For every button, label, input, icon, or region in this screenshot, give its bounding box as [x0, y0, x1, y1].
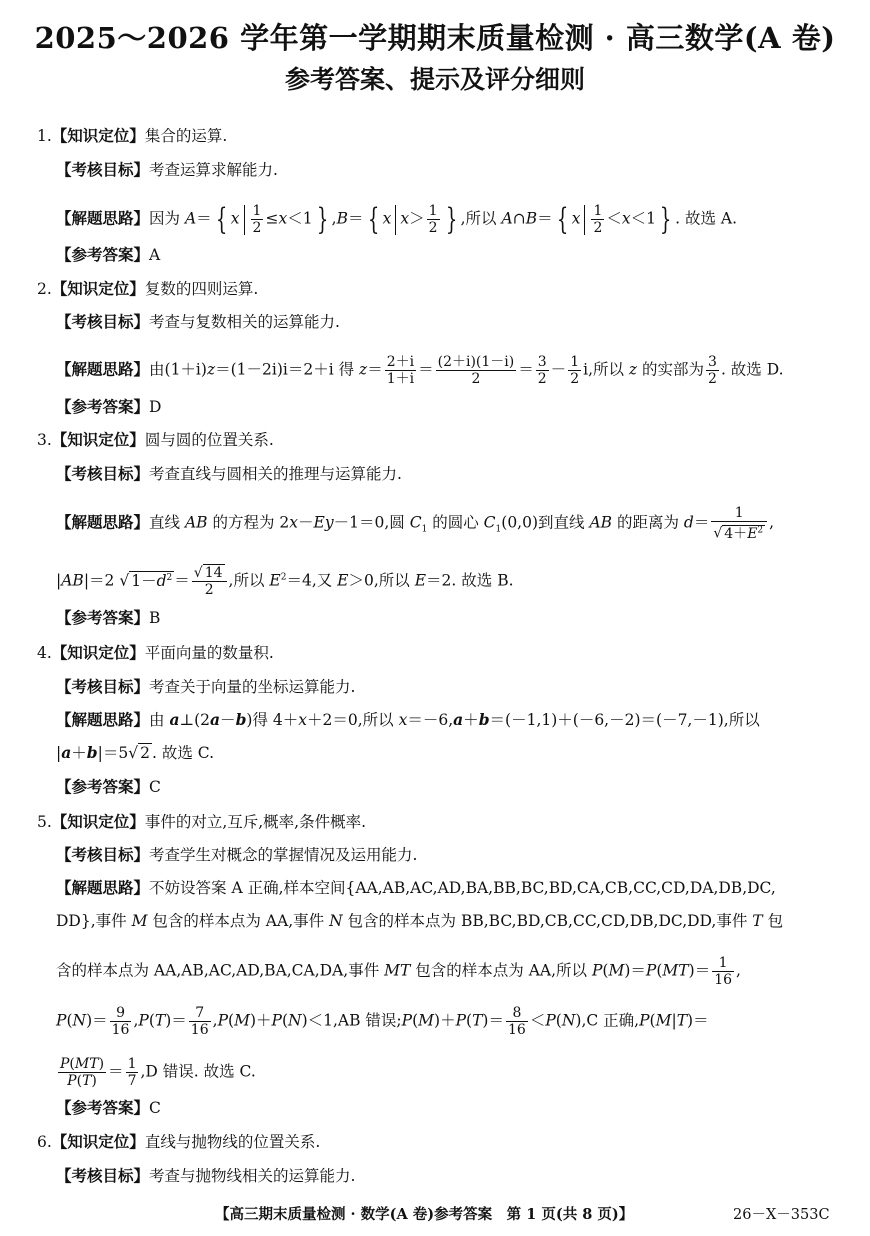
q5-target: 【考核目标】考查学生对概念的掌握情况及运用能力.	[56, 845, 418, 864]
q5-knowledge: 5.【知识定位】事件的对立,互斥,概率,条件概率.	[37, 812, 367, 831]
q4-answer: 【参考答案】C	[56, 777, 161, 796]
footer-code: 26－X－353C	[733, 1207, 830, 1223]
q4-solution-cont: |a＋b|＝5√ 2 . 故选 C.	[56, 743, 214, 762]
q5-solution-4: P(N)＝ $\frac{9}{16}$ ,P(T)＝ $\frac{7}{16}$ ,P(M)＋P(N)＜1,AB 错误;P(M)＋P(T)＝ $\frac{8}{16}$ ＜P(N),C 正确,P(M|T)＝	[56, 1005, 709, 1038]
q3-solution: 【解题思路】直线 AB 的方程为 2x－Ey－1＝0,圆 $C_1$ 的圆心 $C_1(0,0)$到直线 AB 的距离为 d＝ $\frac{1}{√ 4+E^2}$ ,	[56, 505, 775, 542]
q4-knowledge: 4.【知识定位】平面向量的数量积.	[37, 643, 274, 662]
q1-target: 【考核目标】考查运算求解能力.	[56, 160, 278, 179]
q2-solution: 【解题思路】由(1＋i)z＝(1－2i)i＝2＋i 得 z＝ $\frac{2+i}{1+i}$ ＝ $\frac{(2+i)(1-i)}{2}$ ＝ $\frac{3}{2}$ － $\frac{1}{2}$ i,所以 z 的实部为 $\frac{3}{2}$ . 故选 D.	[56, 354, 784, 387]
q3-target: 【考核目标】考查直线与圆相关的推理与运算能力.	[56, 464, 402, 483]
q2-knowledge: 2.【知识定位】复数的四则运算.	[37, 279, 259, 298]
page-title: 2025～2026 学年第一学期期末质量检测 · 高三数学(A 卷)	[34, 21, 836, 55]
q2-target: 【考核目标】考查与复数相关的运算能力.	[56, 312, 340, 331]
q5-solution-2: DD},事件 M 包含的样本点为 AA,事件 N 包含的样本点为 BB,BC,BD,CB,CC,CD,DB,DC,DD,事件 T 包	[56, 912, 784, 930]
q3-knowledge: 3.【知识定位】圆与圆的位置关系.	[37, 430, 274, 449]
q3-answer: 【参考答案】B	[56, 608, 161, 627]
page-subtitle: 参考答案、提示及评分细则	[284, 65, 585, 94]
q4-target: 【考核目标】考查关于向量的坐标运算能力.	[56, 677, 356, 696]
q6-knowledge: 6.【知识定位】直线与抛物线的位置关系.	[37, 1132, 321, 1151]
footer-page-info: 【高三期末质量检测 · 数学(A 卷)参考答案 第 1 页(共 8 页)】	[215, 1206, 634, 1223]
q5-solution: 【解题思路】不妨设答案 A 正确,样本空间{AA,AB,AC,AD,BA,BB,BC,BD,CA,CB,CC,CD,DA,DB,DC,	[56, 878, 776, 897]
q3-solution-cont: |AB|＝2 √ $1-d^2$ ＝ $\frac{√ 14}{2}$ ,所以 $E^2=4$,又 E＞0,所以 E＝2. 故选 B.	[56, 565, 514, 598]
q5-solution-5: $\frac{P(MT)}{P(T)}$ ＝ $\frac{1}{7}$ ,D 错误. 故选 C.	[60, 1056, 256, 1089]
q2-answer: 【参考答案】D	[56, 397, 162, 416]
q6-target: 【考核目标】考查与抛物线相关的运算能力.	[56, 1166, 356, 1185]
q4-solution: 【解题思路】由 a⊥(2a－b)得 4＋x＋2＝0,所以 x＝－6,a＋b＝(－1,1)＋(－6,－2)＝(－7,－1),所以	[56, 710, 760, 729]
q1-knowledge: 1.【知识定位】集合的运算.	[37, 126, 228, 145]
q1-answer: 【参考答案】A	[56, 245, 161, 264]
q1-solution: 【解题思路】因为 A＝ { x $\frac{1}{2}$ ≤x＜1 } ,B＝ { x x＞ $\frac{1}{2}$ } ,所以 A∩B＝ { x $\frac{1}{2}$ ＜x＜1 } . 故选 A.	[56, 201, 737, 237]
q5-answer: 【参考答案】C	[56, 1098, 161, 1117]
q5-solution-3: 含的样本点为 AA,AB,AC,AD,BA,CA,DA,事件 MT 包含的样本点为 AA,所以 P(M)＝P(MT)＝ $\frac{1}{16}$ ,	[56, 955, 741, 988]
